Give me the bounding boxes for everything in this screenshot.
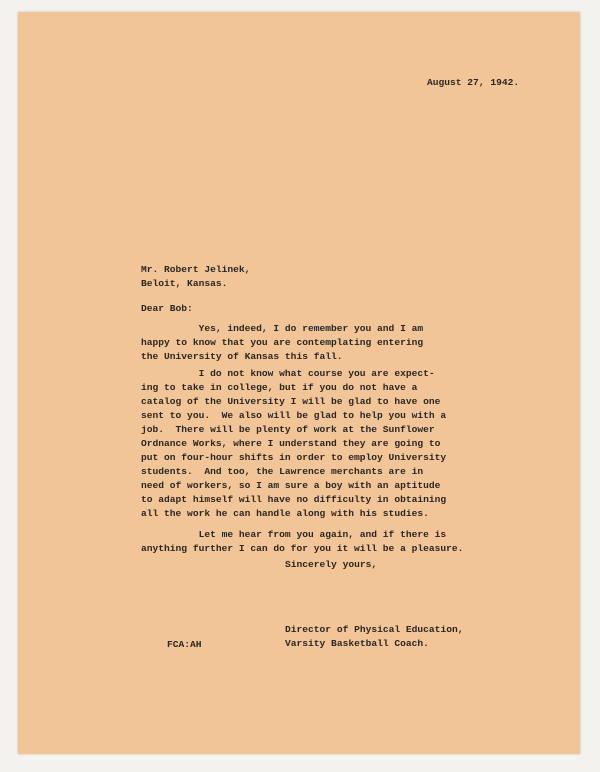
paragraph-line: all the work he can handle along with his studies. [141,508,429,519]
paragraph-line: happy to know that you are contemplating entering [141,337,424,348]
paragraph-line: catalog of the University I will be glad to have one [141,396,441,407]
recipient-name: Mr. Robert Jelinek, [141,264,251,275]
recipient-city: Beloit, Kansas. [141,278,228,289]
paragraph-line: students. And too, the Lawrence merchants are in [141,466,424,477]
recipient-address [141,263,250,291]
letter-date: August 27, 1942. [427,77,520,88]
signature-title [285,623,463,651]
paragraph-line: to adapt himself will have no difficulty in obtaining [141,494,447,505]
paragraph-line: Let me hear from you again, and if there is [141,529,447,540]
paragraph-line: put on four-hour shifts in order to employ University [141,452,447,463]
paragraph-line: I do not know what course you are expect- [141,368,435,379]
paragraph-line: ing to take in college, but if you do not have a [141,382,418,393]
closing: Sincerely yours, [285,559,378,570]
paragraph-line: Ordnance Works, where I understand they are going to [141,438,441,449]
signature-line: Varsity Basketball Coach. [285,638,429,649]
paragraph-line: need of workers, so I am sure a boy with an aptitude [141,480,441,491]
paragraph-line: anything further I can do for you it will be a pleasure. [141,543,464,554]
paragraph-line: Yes, indeed, I do remember you and I am [141,323,424,334]
paragraph-line: the University of Kansas this fall. [141,351,343,362]
letter-page [18,12,580,754]
paragraph-line: sent to you. We also will be glad to help you with a [141,410,447,421]
paragraph-3 [141,528,463,556]
salutation: Dear Bob: [141,303,193,314]
paragraph-line: job. There will be plenty of work at the Sunflower [141,424,435,435]
signature-line: Director of Physical Education, [285,624,464,635]
paragraph-2 [141,367,446,521]
paragraph-1 [141,322,423,364]
typist-initials: FCA:AH [167,639,202,650]
